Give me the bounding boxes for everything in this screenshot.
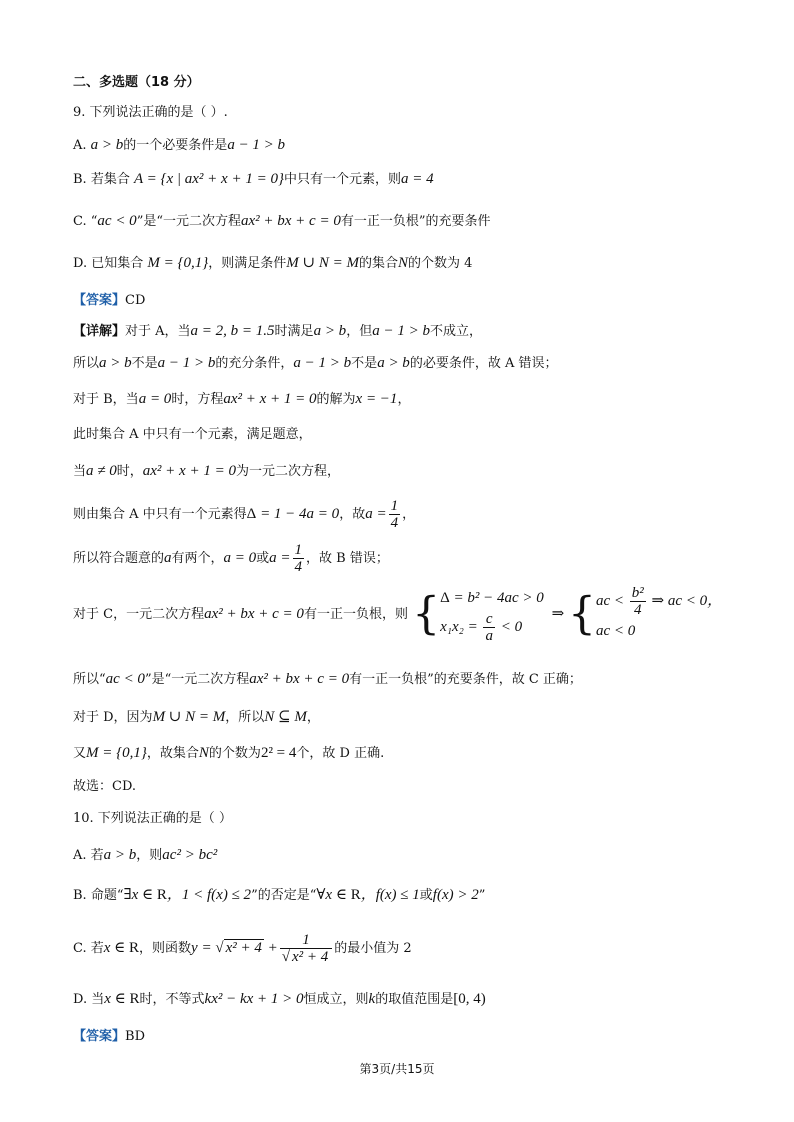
q9-explain-line-12: 故选：CD. <box>73 779 137 794</box>
q9-explain-line-4: 此时集合 A 中只有一个元素，满足题意， <box>73 427 312 442</box>
q9-explain-line-9: 所以“ac < 0”是“一元二次方程ax² + bx + c = 0有一正一负根”的充要条件，故 C 正确； <box>73 671 582 687</box>
q9-option-d: D. 已知集合 M = {0,1}，则满足条件M ∪ N = M的集合N的个数为 4 <box>73 255 473 271</box>
q9-option-b: B. 若集合 A = {x | ax² + x + 1 = 0}中只有一个元素，则a = 4 <box>73 171 434 187</box>
q9-answer: 【答案】CD <box>73 293 146 308</box>
q9-option-a: A. a > b的一个必要条件是a − 1 > b <box>73 137 286 153</box>
q9-explain-line-7: 所以符合题意的a有两个，a = 0或a = $\frac{1}{4}$ ，故 B 错误； <box>73 542 389 575</box>
q10-answer: 【答案】BD <box>73 1029 145 1044</box>
q9-explain-line-2: 所以a > b不是a − 1 > b的充分条件，a − 1 > b不是a > b的必要条件，故 A 错误； <box>73 355 558 371</box>
q9-explain-line-8: 对于 C，一元二次方程ax² + bx + c = 0有一正一负根，则 { Δ = b² − 4ac > 0 x₁x₂ = $\frac{c}{a}$ < 0 ⇒ { ac < $\frac{\text{b²}}{4}$ ⇒ ac < 0， ac < 0 <box>73 585 723 644</box>
q9-explain-line-6: 则由集合 A 中只有一个元素得Δ = 1 − 4a = 0，故a = $\frac{1}{4}$ ， <box>73 498 416 531</box>
section-title: 二、多选题（18 分） <box>73 75 200 90</box>
q10-option-a: A. 若a > b，则ac² > bc² <box>73 847 218 863</box>
q9-explain-line-1: 【详解】对于 A，当a = 2, b = 1.5时满足a > b，但a − 1 > b不成立， <box>73 323 482 339</box>
q10-option-b: B. 命题“∃x ∈ R，1 < f(x) ≤ 2”的否定是“∀x ∈ R，f(x) ≤ 1或f(x) > 2” <box>73 887 486 903</box>
q9-explain-line-10: 对于 D，因为M ∪ N = M，所以N ⊆ M， <box>73 709 320 725</box>
q9-explain-line-5: 当a ≠ 0时，ax² + x + 1 = 0为一元二次方程， <box>73 463 340 479</box>
q10-option-d: D. 当x ∈ R时，不等式kx² − kx + 1 > 0恒成立，则k的取值范围是[0, 4) <box>73 991 486 1007</box>
q9-option-c: C. “ac < 0”是“一元二次方程ax² + bx + c = 0有一正一负根”的充要条件 <box>73 213 491 229</box>
page-footer: 第3页/共15页 <box>359 1062 435 1076</box>
q10-stem: 10. 下列说法正确的是（ ） <box>73 811 232 826</box>
q9-stem: 9. 下列说法正确的是（ ）. <box>73 105 228 120</box>
q9-explain-line-11: 又M = {0,1}，故集合N的个数为2² = 4个，故 D 正确. <box>73 745 385 761</box>
q9-explain-line-3: 对于 B，当a = 0时，方程ax² + x + 1 = 0的解为x = −1， <box>73 391 411 407</box>
q10-option-c: C. 若x ∈ R，则函数y = √ x² + 4 + $\frac{1}{\text{√ x² + 4}}$ 的最小值为 2 <box>73 932 412 965</box>
